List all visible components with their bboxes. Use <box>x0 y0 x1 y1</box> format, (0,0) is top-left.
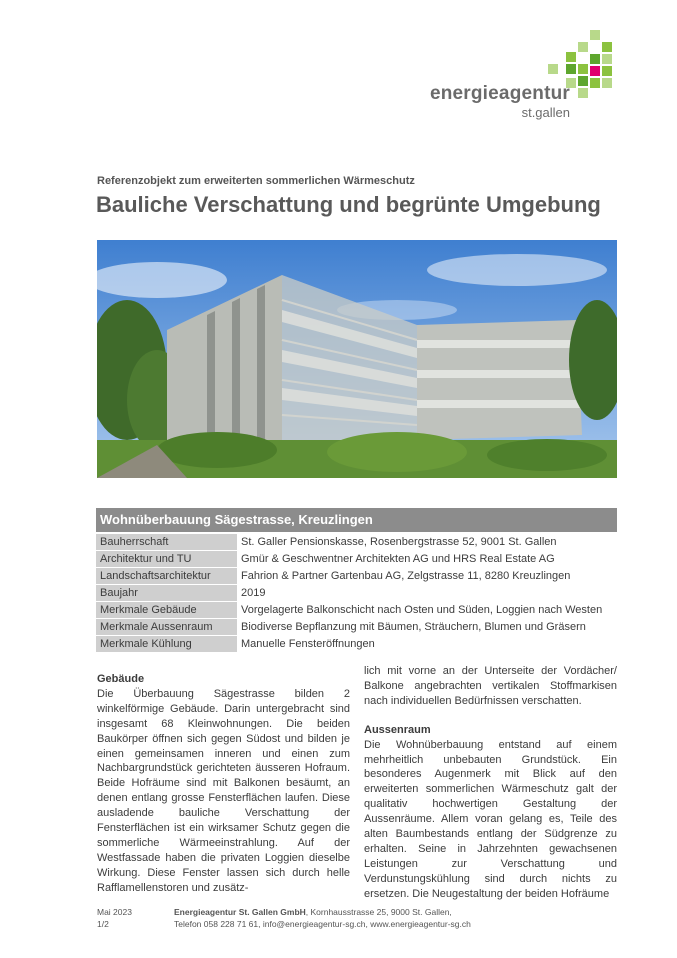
info-value: St. Galler Pensionskasse, Rosenbergstrasse 52, 9001 St. Gallen <box>237 534 617 551</box>
info-row <box>96 602 617 619</box>
paragraph-gebaeude: Die Überbauung Sägestrasse bilden 2 winkelförmige Gebäude. Darin untergebracht sind insgesamt 68 Kleinwohnungen. Die beiden Baukörper öffnen sich gegen Südost und bilden je einen gemeinsamen inneren und einen zum Nachbargrundstück gerichteten äusseren Hofraum. Beide Hofräume sind mit Balkonen besäumt, an denen entlang grosse Fensterflächen laufen. Diese ausladende bauliche Verschattung der Fensterflächen ist ein wirksamer Schutz gegen die sommerliche Wärmeeinstrahlung. Auf der Westfassade haben die privaten Loggien dieselbe Wirkung. Diese Fenster lassen sich durch helle Rafflamellenstoren und zusätz- <box>97 687 350 894</box>
info-row <box>96 534 617 551</box>
info-value: Gmür & Geschwentner Architekten AG und HRS Real Estate AG <box>237 551 617 568</box>
info-value: Vorgelagerte Balkonschicht nach Osten und Süden, Loggien nach Westen <box>237 602 617 619</box>
section-heading-aussenraum: Aussenraum <box>364 723 431 736</box>
paragraph-aussenraum: Die Wohnüberbauung entstand auf einem mehrheitlich unbebauten Grundstück. Ein besonderes Augenmerk mit Blick auf den erweiterten sommerlichen Wärmeschutz galt der qualitativ hochwertigen Gestaltung der Aussenräume. Allem voran gelang es, Teile des alten Baumbestands entlang der Südgrenze zu erhalten. Seine in Jahrzehnten gewachsenen Leistungen zur Verschattung und Verdunstungskühlung sind durch nichts zu ersetzen. Die Neugestaltung der beiden Hofräume <box>364 738 617 900</box>
info-key: Merkmale Aussenraum <box>96 619 237 636</box>
section-heading-gebaeude: Gebäude <box>97 673 145 685</box>
info-value: Biodiverse Bepflanzung mit Bäumen, Sträuchern, Blumen und Gräsern <box>237 619 617 636</box>
footer-contact-line: Telefon 058 228 71 61, info@energieagentur-sg.ch, www.energieagentur-sg.ch <box>174 919 471 929</box>
logo-name: energieagentur <box>429 83 570 104</box>
info-key: Architektur und TU <box>96 551 237 568</box>
info-value: 2019 <box>237 585 617 602</box>
info-key: Merkmale Gebäude <box>96 602 237 619</box>
info-key: Bauherrschaft <box>96 534 237 551</box>
info-row <box>96 551 617 568</box>
info-heading: Wohnüberbauung Sägestrasse, Kreuzlingen <box>96 508 617 532</box>
info-row <box>96 619 617 636</box>
footer-address: , Kornhausstrasse 25, 9000 St. Gallen, <box>305 907 452 917</box>
building-photo <box>97 240 617 478</box>
info-value: Manuelle Fensteröffnungen <box>237 636 617 653</box>
info-key: Baujahr <box>96 585 237 602</box>
right-column <box>364 664 617 902</box>
footer-page: 1/2 <box>97 919 109 929</box>
footer-company: Energieagentur St. Gallen GmbH <box>174 907 306 917</box>
info-value: Fahrion & Partner Gartenbau AG, Zelgstrasse 11, 8280 Kreuzlingen <box>237 568 617 585</box>
logo-sub: st.gallen <box>521 105 570 120</box>
paragraph-gebaeude-cont: lich mit vorne an der Unterseite der Vordächer/ Balkone angebrachten vertikalen Stoffmarkisen nach individuellen Bedürfnissen verschatten. <box>364 665 617 707</box>
footer-date: Mai 2023 <box>97 907 132 917</box>
footer-contact <box>174 906 471 930</box>
info-row <box>96 585 617 602</box>
info-table <box>96 534 617 653</box>
kicker: Referenzobjekt zum erweiterten sommerlichen Wärmeschutz <box>97 175 415 187</box>
footer-meta <box>97 906 132 930</box>
page-title: Bauliche Verschattung und begrünte Umgebung <box>96 192 601 217</box>
info-key: Merkmale Kühlung <box>96 636 237 653</box>
info-row <box>96 636 617 653</box>
left-column <box>97 672 350 896</box>
info-key: Landschaftsarchitektur <box>96 568 237 585</box>
info-row <box>96 568 617 585</box>
